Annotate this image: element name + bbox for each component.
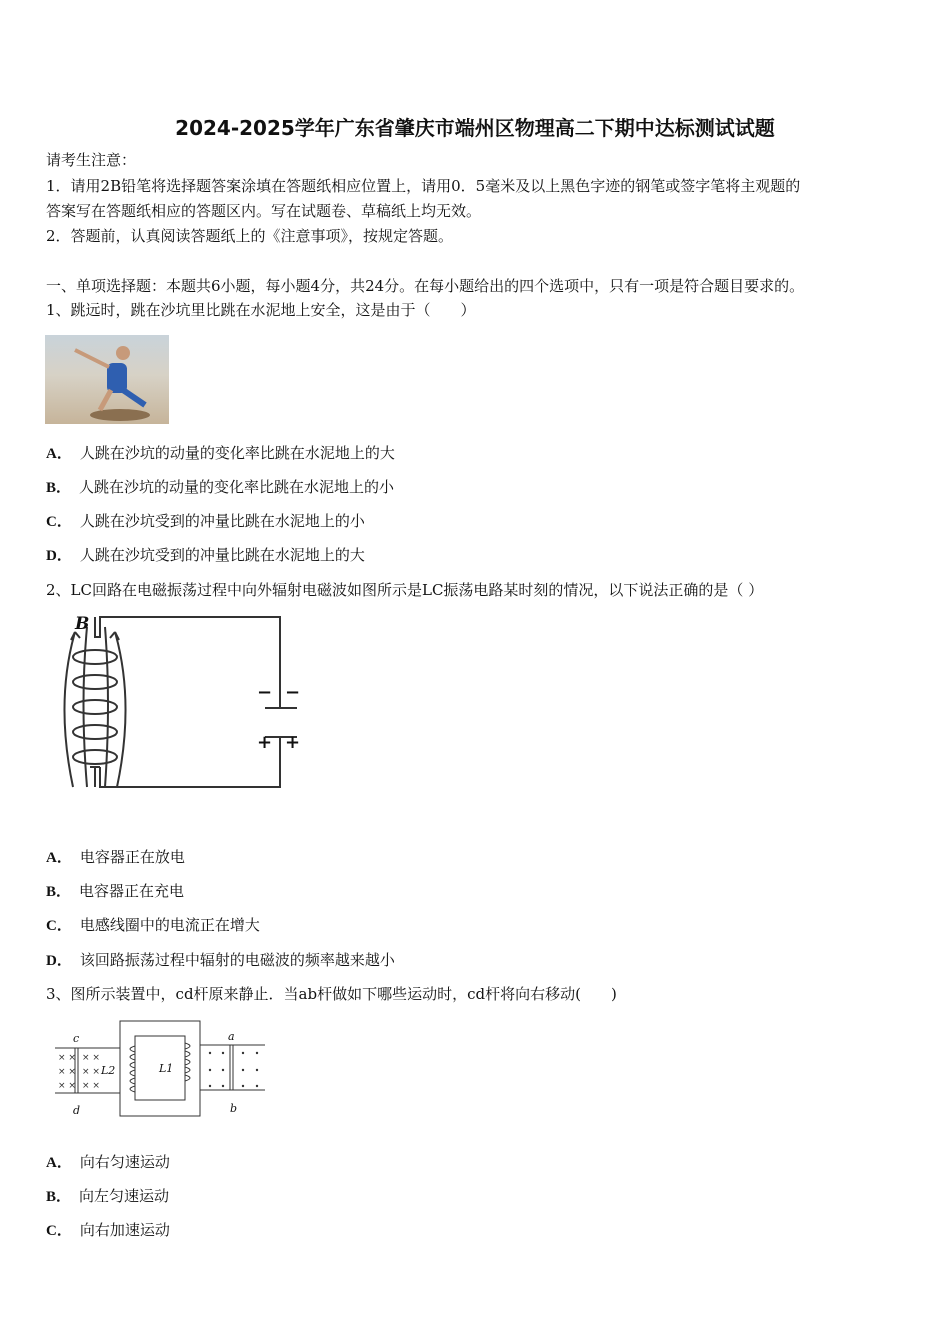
option-text: 电容器正在放电: [79, 848, 185, 866]
svg-text:× ×: × ×: [82, 1081, 100, 1091]
athlete-illustration: [45, 335, 169, 424]
option-letter: C．: [46, 918, 72, 934]
option-text: 人跳在沙坑的动量的变化率比跳在水泥地上的小: [79, 478, 395, 496]
option-a[interactable]: [46, 847, 185, 868]
option-text: 向右加速运动: [79, 1221, 170, 1239]
notice-line: 1．请用2B铅笔将选择题答案涂填在答题纸相应位置上，请用0．5毫米及以上黑色字迹的钢笔或签字笔将主观题的: [46, 177, 801, 195]
notice-line: 答案写在答题纸相应的答题区内。写在试题卷、草稿纸上均无效。: [46, 202, 482, 220]
option-text: 电感线圈中的电流正在增大: [79, 916, 260, 934]
option-letter: A．: [46, 446, 72, 462]
notice-line: 2．答题前，认真阅读答题纸上的《注意事项》，按规定答题。: [46, 227, 454, 245]
plus-label: +: [285, 732, 301, 753]
option-text: 人跳在沙坑受到的冲量比跳在水泥地上的小: [79, 512, 365, 530]
option-a[interactable]: [46, 443, 395, 464]
option-letter: D．: [46, 548, 72, 564]
notice-heading: 请考生注意：: [46, 151, 137, 169]
option-b[interactable]: [46, 1186, 169, 1207]
svg-text:× ×: × ×: [82, 1067, 100, 1077]
question-stem: 2、LC回路在电磁振荡过程中向外辐射电磁波如图所示是LC振荡电路某时刻的情况，以下说法正确的是（ ）: [46, 581, 764, 599]
option-letter: A．: [46, 1155, 72, 1171]
question-stem: 1、跳远时，跳在沙坑里比跳在水泥地上安全，这是由于（ ）: [46, 301, 476, 319]
option-a[interactable]: [46, 1152, 170, 1173]
label-l1: L1: [159, 1062, 174, 1075]
option-letter: C．: [46, 1223, 72, 1239]
option-text: 向左匀速运动: [79, 1187, 170, 1205]
minus-label: −: [257, 682, 273, 703]
option-letter: C．: [46, 514, 72, 530]
option-text: 人跳在沙坑受到的冲量比跳在水泥地上的大: [79, 546, 365, 564]
long-jump-photo: [45, 335, 169, 424]
option-c[interactable]: [46, 1220, 170, 1241]
question-stem: 3、图所示装置中，cd杆原来静止．当ab杆做如下哪些运动时，cd杆将向右移动( ): [46, 985, 617, 1003]
option-letter: D．: [46, 953, 72, 969]
option-letter: B．: [46, 480, 72, 496]
magnetic-field-label: B: [75, 614, 90, 634]
option-c[interactable]: [46, 915, 260, 936]
label-a: a: [228, 1030, 235, 1043]
option-d[interactable]: [46, 545, 365, 566]
minus-label: −: [285, 682, 301, 703]
label-b: b: [230, 1102, 238, 1115]
option-c[interactable]: [46, 511, 365, 532]
label-d: d: [73, 1104, 81, 1117]
option-text: 电容器正在充电: [79, 882, 185, 900]
lc-circuit-diagram: [45, 612, 305, 807]
page-title: 2024-2025学年广东省肇庆市端州区物理高二下期中达标测试试题: [175, 116, 775, 140]
option-letter: B．: [46, 884, 72, 900]
option-b[interactable]: [46, 477, 394, 498]
transformer-rails-diagram: [55, 1018, 265, 1118]
svg-text:× ×: × ×: [58, 1067, 76, 1077]
option-text: 向右匀速运动: [79, 1153, 170, 1171]
svg-text:× ×: × ×: [58, 1053, 76, 1063]
option-b[interactable]: [46, 881, 184, 902]
option-letter: A．: [46, 850, 72, 866]
svg-text:× ×: × ×: [82, 1053, 100, 1063]
option-text: 人跳在沙坑的动量的变化率比跳在水泥地上的大: [79, 444, 395, 462]
section-heading: 一、单项选择题：本题共6小题，每小题4分，共24分。在每小题给出的四个选项中，只有一项是符合题目要求的。: [46, 277, 805, 295]
label-l2: L2: [101, 1064, 116, 1077]
plus-label: +: [257, 732, 273, 753]
option-letter: B．: [46, 1189, 72, 1205]
option-text: 该回路振荡过程中辐射的电磁波的频率越来越小: [79, 951, 395, 969]
label-c: c: [73, 1032, 80, 1045]
svg-text:× ×: × ×: [58, 1081, 76, 1091]
option-d[interactable]: [46, 950, 395, 971]
